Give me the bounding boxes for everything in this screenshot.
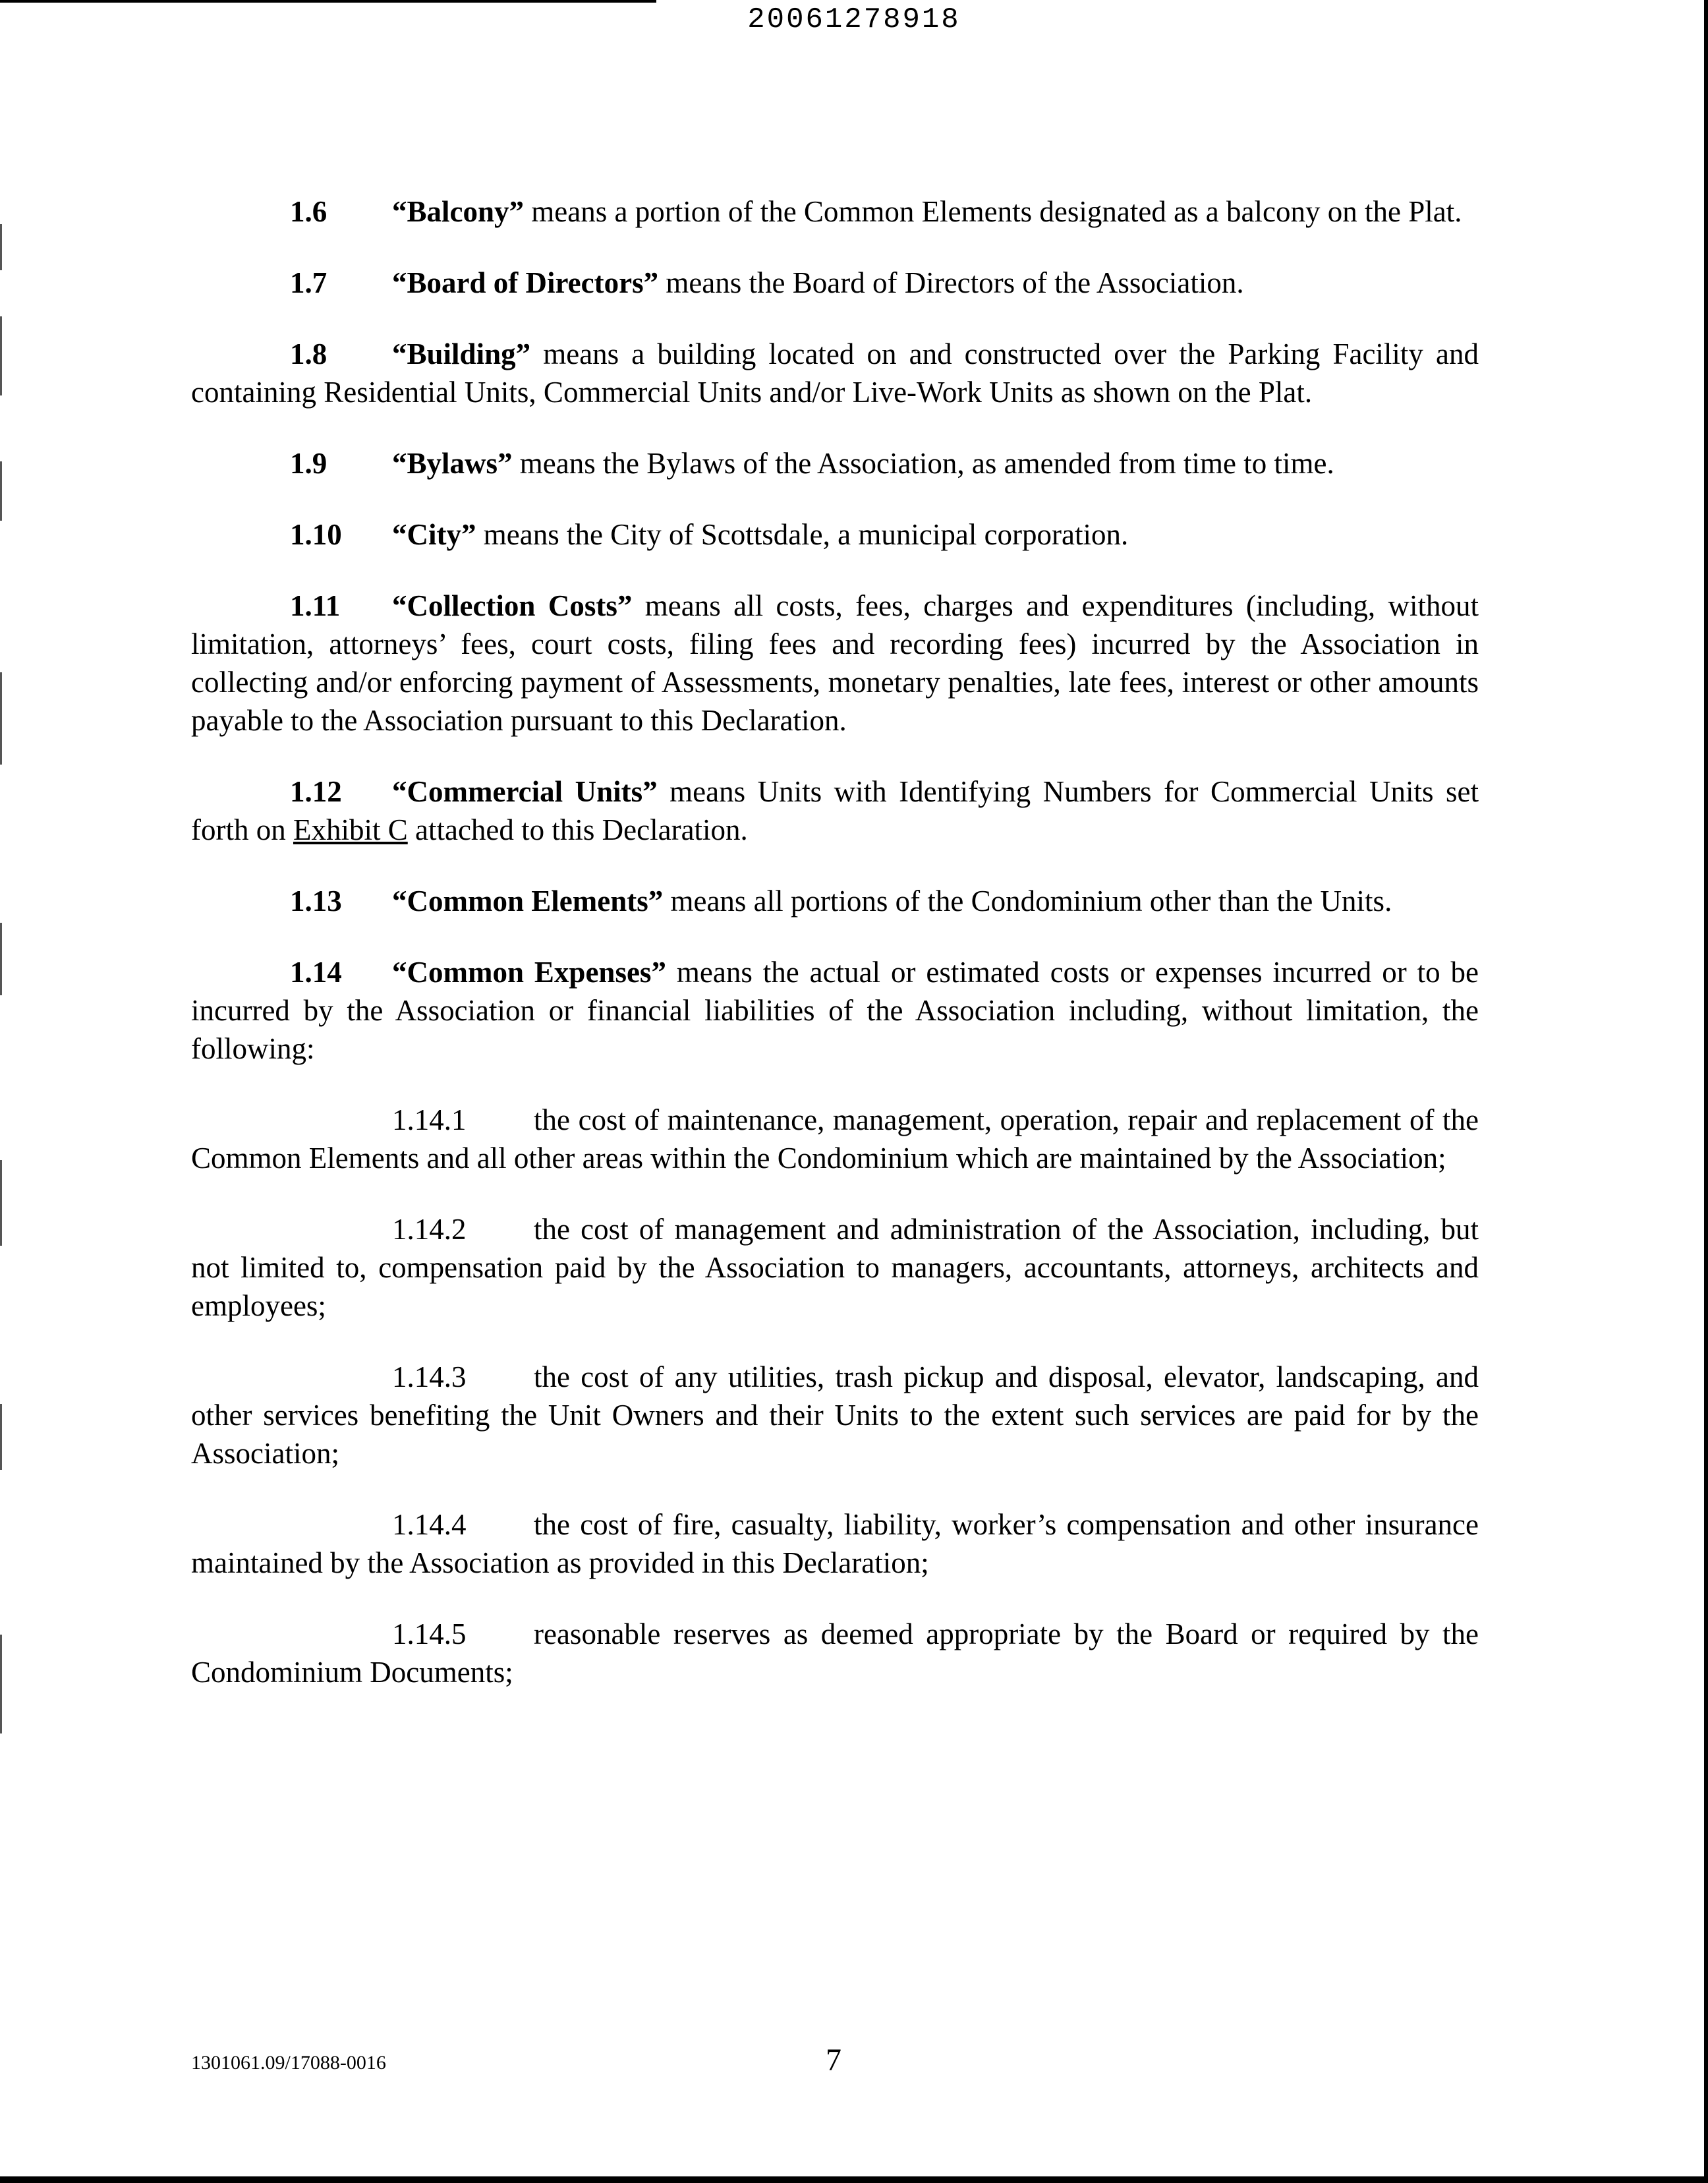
- right-border: [1704, 0, 1708, 2183]
- scan-edge-mark: [0, 1635, 2, 1733]
- defined-term: “Building”: [392, 337, 531, 370]
- scan-edge-mark: [0, 672, 2, 765]
- scan-edge-mark: [0, 1160, 2, 1246]
- subitem-1-14-1: 1.14.1 the cost of maintenance, management, operation, repair and replacement of the Common Elements and all other areas within the Condominium which are maintained by the Association;: [191, 1103, 1479, 1175]
- defined-term: “Common Elements”: [392, 885, 664, 917]
- scan-edge-mark: [0, 1404, 2, 1470]
- defined-term: “Collection Costs”: [392, 589, 633, 622]
- definition-1-9: 1.9 “Bylaws” means the Bylaws of the Association, as amended from time to time.: [290, 447, 1334, 480]
- defined-term: “City”: [392, 518, 476, 551]
- defined-term: “Balcony”: [392, 195, 525, 228]
- subitem-1-14-2: 1.14.2 the cost of management and administration of the Association, including, but not limited to, compensation paid by the Association to managers, accountants, attorneys, architects and employees;: [191, 1213, 1479, 1322]
- subitem-1-14-4: 1.14.4 the cost of fire, casualty, liability, worker’s compensation and other insurance maintained by the Association as provided in this Declaration;: [191, 1508, 1479, 1579]
- scan-edge-mark: [0, 461, 2, 521]
- definition-1-11: 1.11 “Collection Costs” means all costs, fees, charges and expenditures (including, without limitation, attorneys’ fees, court costs, filing fees and recording fees) incurred by the Association in collecting and/or enforcing payment of Assessments, monetary penalties, late fees, interest or other amounts payable to the Association pursuant to this Declaration.: [191, 589, 1479, 737]
- defined-term: “Commercial Units”: [392, 775, 658, 808]
- document-body: [191, 192, 1479, 1724]
- definition-1-10: 1.10 “City” means the City of Scottsdale, a municipal corporation.: [290, 518, 1129, 551]
- page-number: 7: [826, 2043, 841, 2078]
- subitem-1-14-5: 1.14.5 reasonable reserves as deemed appropriate by the Board or required by the Condominium Documents;: [191, 1617, 1479, 1689]
- bottom-border: [0, 2176, 1708, 2183]
- defined-term: “Bylaws”: [392, 447, 513, 480]
- scan-edge-mark: [0, 224, 2, 270]
- definition-1-12: 1.12 “Commercial Units” means Units with Identifying Numbers for Commercial Units set forth on Exhibit C attached to this Declaration.: [191, 775, 1479, 846]
- definition-1-8: 1.8 “Building” means a building located on and constructed over the Parking Facility and containing Residential Units, Commercial Units and/or Live-Work Units as shown on the Plat.: [191, 337, 1479, 409]
- footer-document-id: 1301061.09/17088-0016: [191, 2052, 386, 2074]
- defined-term: “Board of Directors”: [392, 266, 659, 299]
- defined-term: “Common Expenses”: [392, 956, 666, 989]
- document-number: 20061278918: [747, 3, 961, 36]
- scan-edge-mark: [0, 923, 2, 995]
- subitem-1-14-3: 1.14.3 the cost of any utilities, trash pickup and disposal, elevator, landscaping, and other services benefiting the Unit Owners and their Units to the extent such services are paid for by the Association;: [191, 1360, 1479, 1470]
- definition-1-14: 1.14 “Common Expenses” means the actual or estimated costs or expenses incurred or to be incurred by the Association or financial liabilities of the Association including, without limitation, the following:: [191, 956, 1479, 1065]
- definition-1-6: 1.6 “Balcony” means a portion of the Common Elements designated as a balcony on the Plat.: [290, 195, 1462, 228]
- definition-1-7: 1.7 “Board of Directors” means the Board of Directors of the Association.: [290, 266, 1244, 299]
- exhibit-c-reference: Exhibit C: [293, 813, 408, 846]
- definition-1-13: 1.13 “Common Elements” means all portions of the Condominium other than the Units.: [290, 885, 1392, 917]
- scan-edge-mark: [0, 316, 2, 395]
